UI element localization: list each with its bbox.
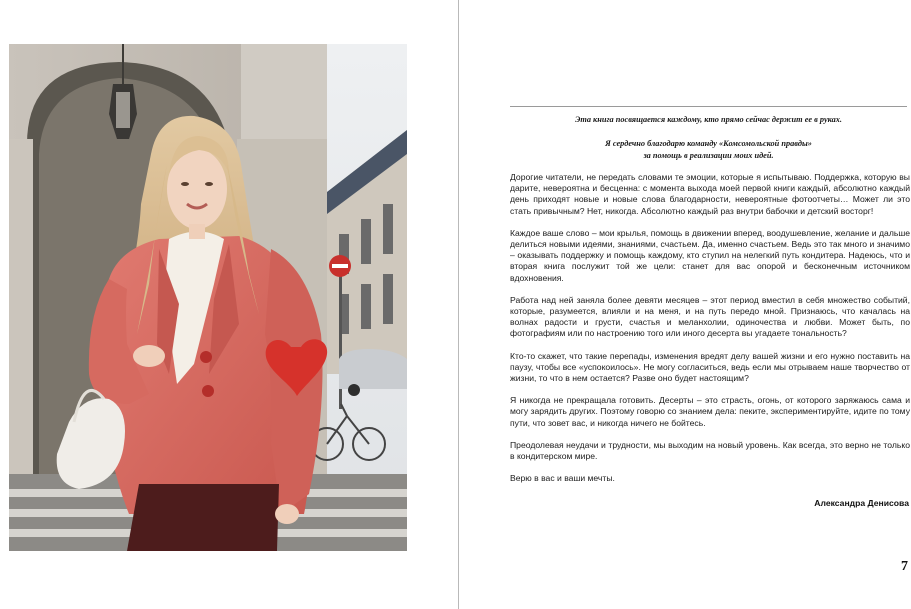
top-rule — [510, 106, 907, 107]
paragraph: Верю в вас и ваши мечты. — [510, 473, 615, 484]
paragraph: Каждое ваше слово – мои крылья, помощь в движении вперед, воодушевление, желание и дальше делиться новыми идеями, знаниями, счастьем. Да, именно счастьем. Ведь это так много и значимо – оказывать поддержку и помощь каждому, кто ступил на нелегкий путь кондитера. Надеюсь, что и вторая книга послужит той же цели: станет для вас опорой и бесконечным источником вдохновения. — [510, 227, 910, 283]
acknowledgement — [510, 138, 907, 162]
acknowledgement-line-2: за помощь в реализации моих идей. — [643, 151, 774, 160]
right-page — [459, 0, 911, 609]
dedication-line: Эта книга посвящается каждому, кто прямо сейчас держит ее в руках. — [574, 115, 843, 124]
acknowledgement-line-1: Я сердечно благодарю команду «Комсомольской правды» — [605, 139, 812, 148]
paragraph: Кто-то скажет, что такие перепады, изменения вредят делу вашей жизни и его нужно поставить на паузу, чтобы все «успокоилось». Не могу согласиться, ведь если мы отрываем наше творчество от жизни, то что в нем остается? Разве оно будет настоящим? — [510, 350, 910, 384]
foreword-text — [510, 172, 910, 495]
author-signature: Александра Денисова — [814, 498, 909, 508]
page-number: 7 — [901, 559, 908, 574]
paragraph: Я никогда не прекращала готовить. Десерты – это страсть, огонь, от которого заряжаюсь сама и могу зарядить других. Поэтому говорю со знанием дела: пеките, экспериментируйте, идите по тому пути, что зовет вас, и никогда ничего не бойтесь. — [510, 395, 910, 428]
woman-in-red-coat-photo — [9, 44, 407, 551]
paragraph: Дорогие читатели, не передать словами те эмоции, которые я испытываю. Поддержка, которую вы дарите, невероятна и бесценна: с момента выхода моей первой книги каждый, абсолютно каждый день приходят новые и новые слова благодарности, невероятные фотоотчеты… Может ли это стать привычным? Нет, никогда. Абсолютно каждый раз внутри бабочки и детский восторг! — [510, 172, 910, 216]
paragraph: Преодолевая неудачи и трудности, мы выходим на новый уровень. Как всегда, это верно не только в кондитерском мире. — [510, 439, 910, 462]
paragraph: Работа над ней заняла более девяти месяцев – этот период вместил в себя множество событий, которые, разумеется, влияли и на меня, и на путь передо мной. Признаюсь, что качалась на волнах радости и грусти, счастья и меланхолии, одиночества и любви. Может быть, по фотографиям или по настроению того или иного десерта вы угадаете тональность? — [510, 294, 910, 339]
